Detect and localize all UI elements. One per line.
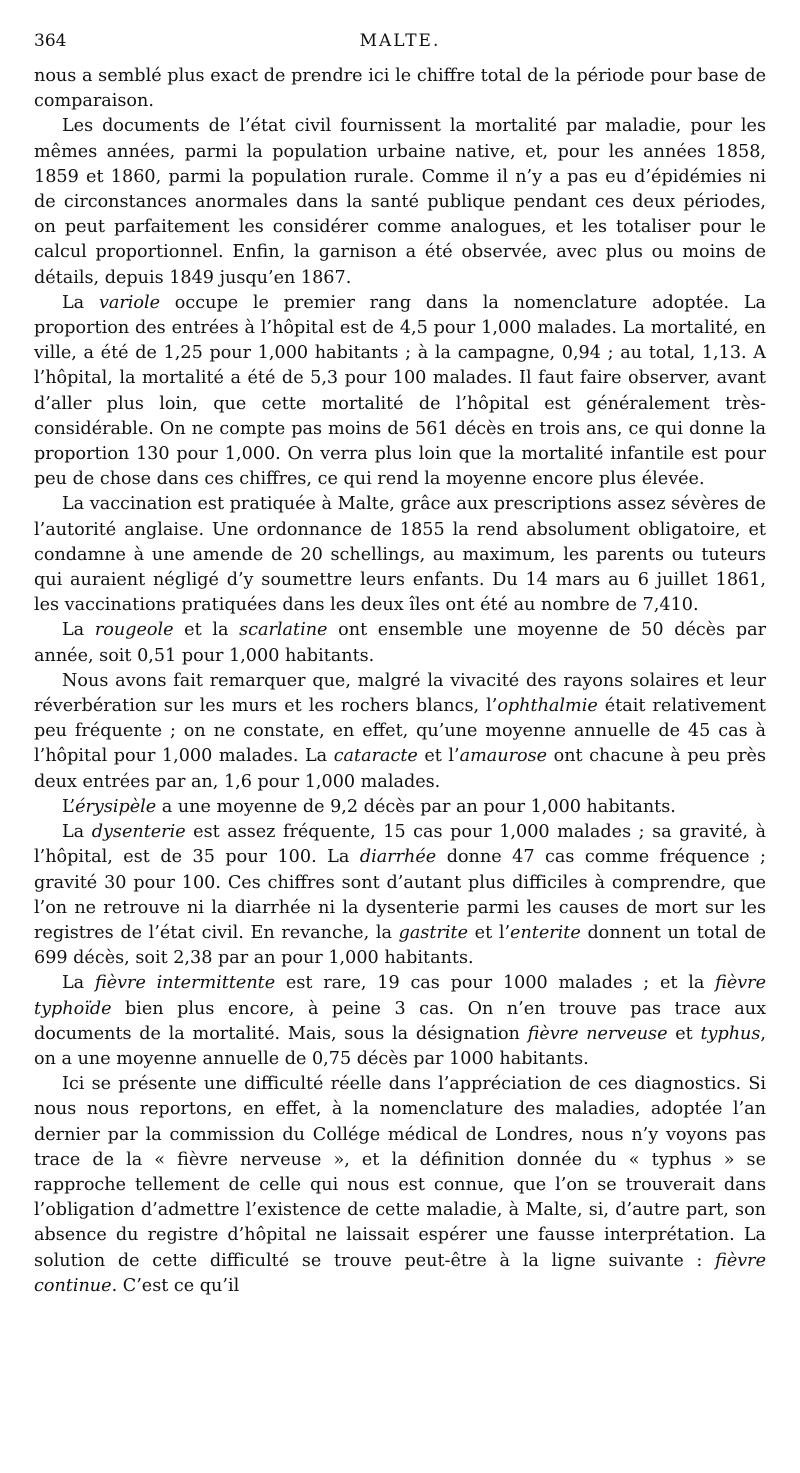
text-run: est rare, 19 cas pour 1000 malades ; et la: [275, 973, 716, 994]
paragraph: [34, 820, 766, 971]
text-run: La: [62, 620, 95, 641]
text-run: , on a une moyenne annuelle de 0,75 décès par 1000 habitants.: [34, 1023, 767, 1069]
text-run: La: [62, 822, 92, 843]
italic-term: diarrhée: [359, 847, 437, 868]
paragraph: [34, 64, 766, 114]
paragraph: [34, 291, 766, 493]
paragraph: [34, 1072, 766, 1299]
text-run: et l’: [417, 746, 460, 767]
italic-term: gastrite: [398, 922, 468, 943]
italic-term: variole: [98, 292, 161, 313]
italic-term: amaurose: [459, 746, 548, 767]
paragraph: [34, 114, 766, 290]
page-number: 364: [34, 31, 67, 51]
text-run: Les documents de l’état civil fournissent la mortalité par maladie, pour les mêmes années, parmi la population urbaine native, et, pour les années 1858, 1859 et 1860, parmi la population rurale. Comme il n’y a pas eu d’épidémies ni de circonstances anormales dans la santé publique pendant ces deux périodes, on peut parfaitement les considérer comme analogues, et les totaliser pour le calcul proportionnel. Enfin, la garnison a été observée, avec plus ou moins de détails, depuis 1849 jusqu’en 1867.: [34, 116, 766, 288]
running-title: MALTE.: [359, 31, 441, 51]
text-run: donnent un total de 699 décès, soit 2,38 par an pour 1,000 habitants.: [34, 922, 766, 969]
paragraph: [34, 669, 766, 795]
text-run: donne 47 cas comme fréquence ; gravité 30 pour 100. Ces chiffres sont d’autant plus difficiles à comprendre, que l’on ne retrouve ni la diarrhée ni la dysenterie parmi les causes de mort sur les registres de l’état civil. En revanche, la: [34, 847, 766, 943]
italic-term: fièvre nerveuse: [527, 1023, 668, 1044]
text-run: Nous avons fait remarquer que, malgré la vivacité des rayons solaires et leur réverbération sur les murs et les rochers blancs, l’: [34, 670, 766, 717]
text-run: a une moyenne de 9,2 décès par an pour 1,000 habitants.: [156, 796, 676, 817]
body-text: [34, 64, 766, 1299]
italic-term: typhus: [700, 1023, 761, 1044]
text-run: et la: [173, 620, 240, 641]
text-run: Ici se présente une difficulté réelle dans l’appréciation de ces diagnostics. Si nous nous reportons, en effet, à la nomenclature des maladies, adoptée l’an dernier par la commission du Collége médical de Londres, nous n’y voyons pas trace de la « fièvre nerveuse », et la définition donnée du « typhus » se rapproche tellement de celle qui nous est connue, que l’on se trouverait dans l’obligation d’admettre l’existence de cette maladie, à Malte, si, d’autre part, son absence du registre d’hôpital ne laissait espérer une fausse interprétation. La solution de cette difficulté se trouve peut-être à la ligne suivante :: [34, 1074, 766, 1271]
paragraph: [34, 795, 766, 820]
paragraph: [34, 618, 766, 668]
italic-term: fièvre typhoïde: [34, 973, 766, 1019]
text-run: ont ensemble une moyenne de 50 décès par année, soit 0,51 pour 1,000 habitants.: [34, 620, 766, 666]
text-run: bien plus encore, à peine 3 cas. On n’en trouve pas trace aux documents de la mortalité. Mais, sous la désignation: [34, 998, 766, 1044]
text-run: et: [667, 1023, 701, 1044]
italic-term: fièvre intermittente: [94, 973, 276, 994]
text-run: nous a semblé plus exact de prendre ici le chiffre total de la période pour base de comparaison.: [34, 66, 766, 112]
italic-term: enterite: [510, 922, 581, 943]
page-header: [34, 31, 766, 57]
italic-term: dysenterie: [91, 822, 186, 843]
italic-term: fièvre continue: [34, 1250, 766, 1296]
paragraph: [34, 971, 766, 1072]
text-run: La vaccination est pratiquée à Malte, grâce aux prescriptions assez sévères de l’autorité anglaise. Une ordonnance de 1855 la rend absolument obligatoire, et condamne à une amende de 20 schellings, au maximum, les parents ou tuteurs qui auraient négligé d’y soumettre leurs enfants. Du 14 mars au 6 juillet 1861, les vaccinations pratiquées dans les deux îles ont été au nombre de 7,410.: [34, 494, 767, 616]
text-run: occupe le premier rang dans la nomenclature adoptée. La proportion des entrées à l’hôpital est de 4,5 pour 1,000 malades. La mortalité, en ville, a été de 1,25 pour 1,000 habitants ; à la campagne, 0,94 ; au total, 1,13. A l’hôpital, la mortalité a été de 5,3 pour 100 malades. Il faut faire observer, avant d’aller plus loin, que cette mortalité de l’hôpital est généralement très-considérable. On ne compte pas moins de 561 décès en trois ans, ce qui donne la proportion 130 pour 1,000. On verra plus loin que la mortalité infantile est pour peu de chose dans ces chiffres, ce qui rend la moyenne encore plus élevée.: [34, 292, 766, 490]
italic-term: cataracte: [333, 746, 418, 767]
italic-term: ophthalmie: [497, 696, 598, 717]
text-run: était relativement peu fréquente ; on ne constate, en effet, qu’une moyenne annuelle de 45 cas à l’hôpital pour 1,000 malades. La: [34, 696, 766, 767]
text-run: ont chacune à peu près deux entrées par an, 1,6 pour 1,000 malades.: [34, 746, 767, 792]
italic-term: scarlatine: [239, 620, 328, 641]
italic-term: rougeole: [94, 620, 174, 641]
text-run: est assez fréquente, 15 cas pour 1,000 malades ; sa gravité, à l’hôpital, est de 35 pour 100. La: [34, 822, 767, 868]
text-run: La: [62, 973, 95, 994]
text-run: et l’: [468, 922, 511, 943]
paragraph: [34, 492, 766, 618]
text-run: La: [62, 292, 99, 313]
italic-term: érysipèle: [75, 796, 157, 817]
text-run: . C’est ce qu’il: [111, 1275, 240, 1296]
text-run: L’: [62, 796, 76, 817]
